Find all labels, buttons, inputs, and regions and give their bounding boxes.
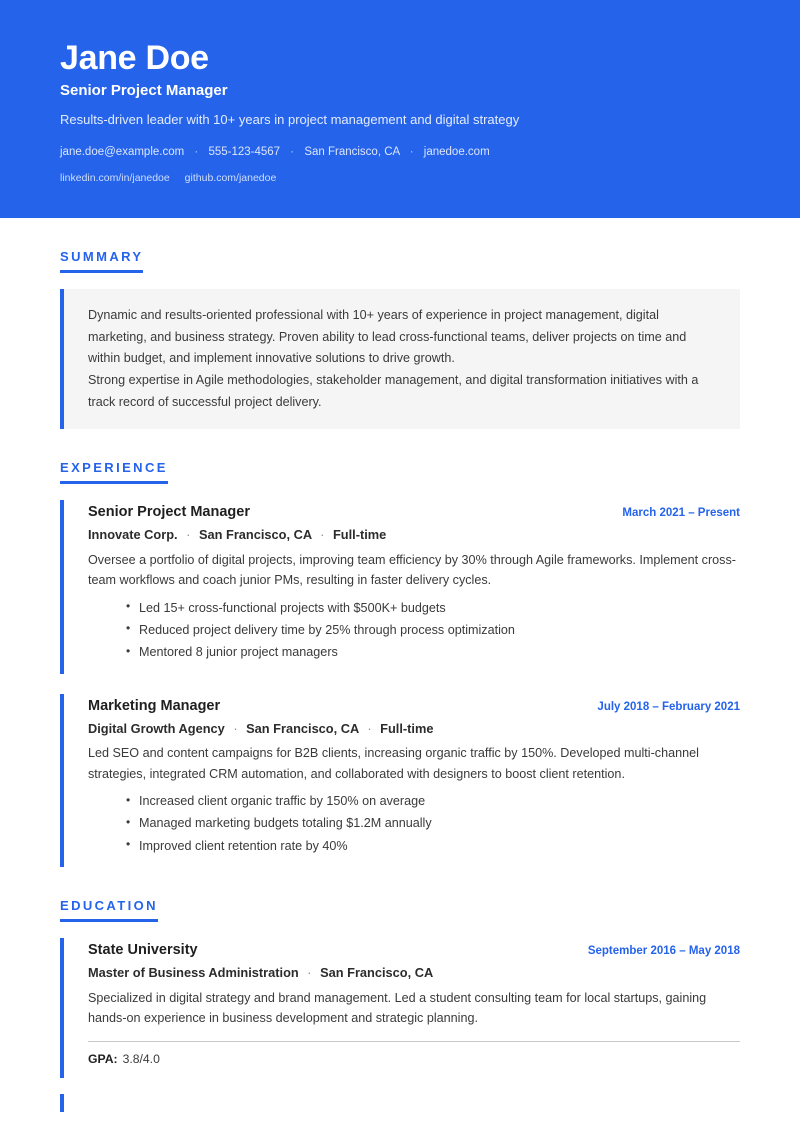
list-item: • Increased client organic traffic by 150% on average [126, 790, 740, 812]
experience-location: San Francisco, CA [198, 527, 312, 543]
education-location: San Francisco, CA [320, 965, 434, 981]
section-heading-experience: EXPERIENCE [60, 460, 168, 484]
experience-entry [60, 500, 740, 674]
experience-job-title: Marketing Manager [88, 697, 221, 714]
contact-separator-icon: · [409, 145, 414, 158]
contact-separator-icon: · [290, 145, 295, 158]
candidate-tagline: Results-driven leader with 10+ years in project management and digital strategy [60, 111, 520, 127]
link-linkedin[interactable]: linkedin.com/in/janedoe [60, 171, 170, 184]
education-divider [88, 1041, 740, 1042]
contact-location: San Francisco, CA [304, 145, 400, 158]
summary-paragraph: Strong expertise in Agile methodologies, stakeholder management, and digital transformation initiatives with a track record of successful project delivery. [88, 372, 699, 409]
experience-bullet-list [88, 597, 740, 664]
experience-meta [88, 524, 740, 546]
contact-separator-icon: · [194, 145, 199, 158]
experience-meta [88, 718, 740, 740]
education-meta [88, 962, 740, 984]
section-summary [60, 248, 740, 429]
education-institution: State University [88, 942, 198, 959]
experience-date-range: March 2021 – Present [622, 507, 740, 520]
gpa-value: 3.8/4.0 [122, 1051, 160, 1066]
contact-website[interactable]: janedoe.com [423, 145, 490, 158]
meta-separator-icon: · [367, 720, 372, 736]
contact-email[interactable]: jane.doe@example.com [60, 145, 185, 158]
experience-organization: Digital Growth Agency [88, 720, 225, 736]
experience-employment-type: Full-time [332, 527, 387, 543]
education-gpa [88, 1050, 740, 1068]
section-heading-summary: SUMMARY [60, 249, 143, 273]
education-entry-placeholder [60, 1094, 740, 1112]
summary-box [60, 289, 740, 429]
candidate-job-title: Senior Project Manager [60, 81, 228, 99]
social-links-line [60, 172, 740, 186]
education-date-range: September 2016 – May 2018 [587, 945, 740, 958]
list-item: • Improved client retention rate by 40% [126, 835, 740, 857]
list-item: • Reduced project delivery time by 25% through process optimization [126, 619, 740, 641]
resume-header [0, 0, 800, 218]
experience-description: Oversee a portfolio of digital projects, improving team efficiency by 30% through Agile frameworks. Implement cross-team workflows and coach junior PMs, resulting in faster delivery cycles. [88, 552, 736, 588]
summary-paragraph: Dynamic and results-oriented professional with 10+ years of experience in project management, digital marketing, and business strategy. Proven ability to lead cross-functional teams, deliver projects on time and within budget, and implement innovative solutions to drive growth. [88, 308, 687, 366]
section-education [60, 897, 740, 1112]
resume-body [0, 248, 800, 1112]
experience-bullet-list [88, 790, 740, 857]
experience-entry-header [88, 502, 740, 524]
meta-separator-icon: · [186, 527, 191, 543]
experience-employment-type: Full-time [380, 720, 434, 736]
experience-entry [60, 694, 740, 868]
meta-separator-icon: · [307, 965, 312, 981]
meta-separator-icon: · [320, 527, 325, 543]
list-item: • Led 15+ cross-functional projects with $500K+ budgets [126, 597, 740, 619]
list-item: • Managed marketing budgets totaling $1.2M annually [126, 812, 740, 834]
experience-job-title: Senior Project Manager [88, 504, 250, 521]
meta-separator-icon: · [233, 720, 238, 736]
gpa-label: GPA: [88, 1051, 118, 1066]
contact-phone[interactable]: 555-123-4567 [208, 145, 281, 158]
experience-organization: Innovate Corp. [88, 527, 178, 543]
experience-location: San Francisco, CA [246, 720, 359, 736]
education-entry [60, 938, 740, 1078]
education-entry-header [88, 940, 740, 962]
experience-entry-header [88, 696, 740, 718]
link-github[interactable]: github.com/janedoe [184, 171, 277, 184]
contact-line [60, 145, 740, 160]
candidate-name: Jane Doe [60, 39, 209, 77]
experience-date-range: July 2018 – February 2021 [597, 700, 740, 713]
section-experience [60, 459, 740, 867]
experience-description: Led SEO and content campaigns for B2B clients, increasing organic traffic by 150%. Developed multi-channel strategies, integrated CRM automation, and collaborated with designers to boost client retention. [88, 746, 699, 781]
section-heading-education: EDUCATION [60, 898, 158, 922]
education-degree: Master of Business Administration [88, 965, 299, 981]
list-item: • Mentored 8 junior project managers [126, 641, 740, 663]
education-description: Specialized in digital strategy and brand management. Led a student consulting team for local startups, gaining hands-on experience in business development and strategic planning. [88, 990, 707, 1026]
